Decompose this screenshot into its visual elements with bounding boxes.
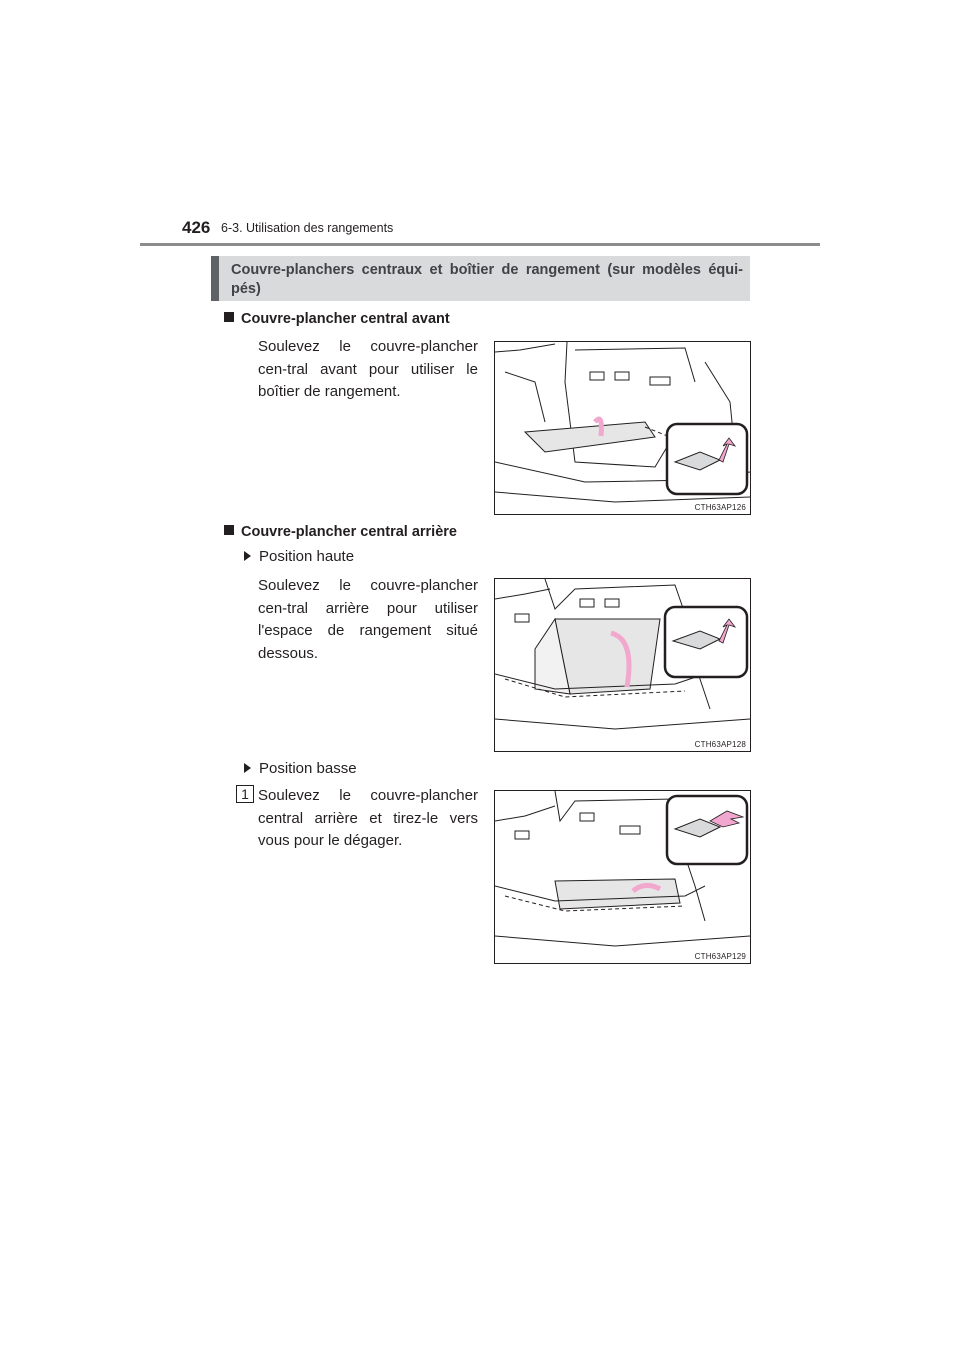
header-rule bbox=[140, 243, 820, 246]
car-trunk-illustration bbox=[495, 579, 750, 751]
position-low-label-text: Position basse bbox=[259, 760, 357, 777]
triangle-bullet-icon bbox=[244, 551, 251, 561]
position-high-label bbox=[244, 548, 354, 565]
square-bullet-icon bbox=[224, 312, 234, 322]
position-high-text: Soulevez le couvre-plancher cen-tral arrière pour utiliser l'espace de rangement situé dessous. bbox=[258, 577, 478, 662]
front-cover-heading-text: Couvre-plancher central avant bbox=[241, 311, 450, 327]
figure-position-high bbox=[494, 578, 751, 752]
rear-cover-heading-text: Couvre-plancher central arrière bbox=[241, 524, 457, 540]
position-low-label bbox=[244, 760, 357, 777]
figure-code: CTH63AP129 bbox=[694, 952, 746, 961]
car-trunk-illustration bbox=[495, 791, 750, 963]
figure-position-low bbox=[494, 790, 751, 964]
square-bullet-icon bbox=[224, 525, 234, 535]
car-trunk-illustration bbox=[495, 342, 750, 514]
figure-front-cover bbox=[494, 341, 751, 515]
page-number: 426 bbox=[182, 218, 211, 237]
position-low-text: Soulevez le couvre-plancher central arrière et tirez-le vers vous pour le dégager. bbox=[258, 787, 478, 849]
rear-cover-heading bbox=[224, 524, 457, 540]
figure-code: CTH63AP126 bbox=[694, 503, 746, 512]
section-box bbox=[211, 256, 750, 301]
section-title: 6-3. Utilisation des rangements bbox=[221, 221, 394, 235]
figure-code: CTH63AP128 bbox=[694, 740, 746, 749]
section-box-title: Couvre-planchers centraux et boîtier de rangement (sur modèles équi-pés) bbox=[231, 262, 743, 297]
position-high-label-text: Position haute bbox=[259, 548, 355, 565]
thumb-tab: 1 bbox=[236, 785, 254, 803]
front-cover-heading bbox=[224, 311, 450, 327]
triangle-bullet-icon bbox=[244, 763, 251, 773]
front-cover-text: Soulevez le couvre-plancher cen-tral avant pour utiliser le boîtier de rangement. bbox=[258, 338, 478, 400]
